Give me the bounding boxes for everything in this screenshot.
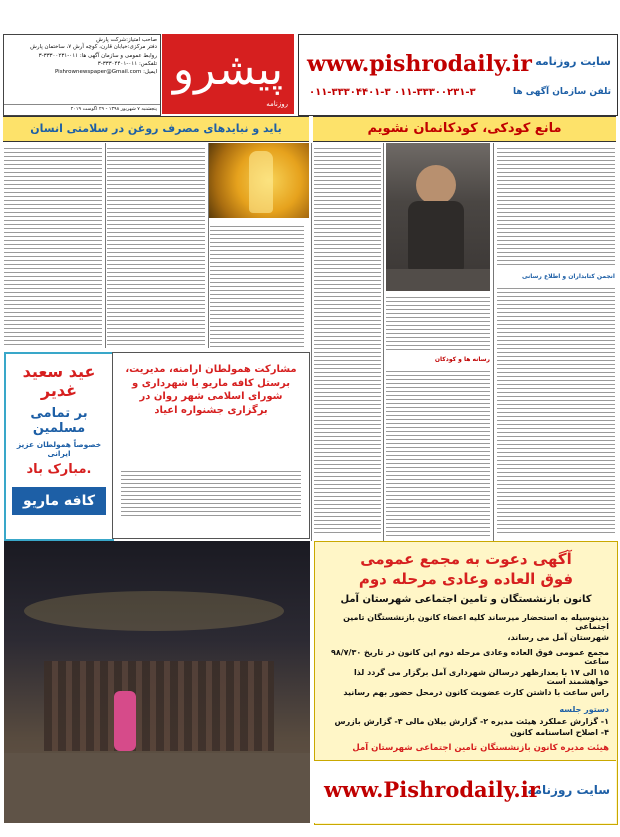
notice-body3: مجمع عمومی فوق العاده وعادی مرحله دوم این کانون در تاریخ ۹۸/۷/۳۰ ساعت (330, 648, 609, 666)
header-info-line4: تلفکس: ۰۱۱-۳۳۳۰۴۴۰۱-۳ (97, 60, 157, 67)
header-info-line1: صاحب امتیاز:شرکت پارش (96, 37, 157, 43)
right-headline: مانع کودکی، کودکانمان نشویم (367, 121, 562, 136)
notice-agenda1: ۱- گزارش عملکرد هیئت مدیره ۲- گزارش بیلان مالی ۳- گزارش بازرس (334, 717, 609, 726)
left-ad (4, 352, 114, 541)
middle-column-text (386, 294, 490, 540)
masthead-title: پیشرو (172, 44, 284, 95)
rule-right-1 (493, 143, 494, 541)
masthead-prefix: روزنامه (266, 100, 288, 108)
middle-text-block-2 (386, 368, 490, 540)
ad-company: کافه ماریو (12, 487, 106, 515)
ad-line4: مبارک باد. (26, 462, 92, 477)
notice-agenda-title: دستور جلسه (559, 705, 609, 714)
masthead-logo (162, 34, 294, 114)
right-text-block-2 (497, 285, 615, 540)
header-info-line5: ایمیل: Pishrownewspaper@Gmail.com (54, 69, 157, 76)
left-article-text (4, 145, 304, 350)
header-info-box (3, 34, 161, 116)
ad-line1: عید سعید غدیر (22, 362, 96, 400)
rule-center (311, 143, 312, 541)
ad-phone-label: تلفن سازمان آگهی ها (512, 87, 611, 97)
rule-left-1 (105, 143, 106, 348)
child-photo (386, 143, 490, 291)
rule-left-2 (208, 143, 209, 348)
inner-right-column-text (314, 145, 381, 540)
middle-ad-text: مشارکت همولطان ارامنه، مدیریت، برستل کافه ماریو با شهرداری و شورای اسلامی شهر روان در برگزاری جشنواره اعیاد (125, 364, 297, 416)
middle-ad-body (121, 468, 301, 528)
notice-body4: ۱۵ الی ۱۷ با بعدازظهر درسالن شهرداری آمل برگزار می گردد لذا خواهشمند است (353, 668, 609, 686)
left-text-col-3 (210, 223, 304, 350)
notice-body5: راس ساعت با داشتن کارت عضویت کانون درمحل حضور بهم رسانید (343, 688, 609, 697)
left-text-col-1 (4, 145, 102, 350)
right-text-block-1 (497, 145, 615, 270)
right-headline-bar (313, 116, 616, 142)
event-photo (4, 541, 310, 823)
middle-text-block-1 (386, 294, 490, 354)
notice-body2: شهرستان آمل می رساند، (507, 633, 609, 642)
notice-title2: فوق العاده وعادی مرحله دوم (358, 570, 574, 588)
header-website-box (298, 34, 618, 116)
header-website: www.pishrodaily.ir (307, 51, 532, 77)
left-headline-bar (3, 116, 309, 142)
notice-title1: آگهی دعوت به مجمع عمومی (360, 550, 572, 568)
notice-signature: هیئت مدیره کانون بازنشستگان تامین اجتماعی شهرستان آمل (352, 743, 609, 753)
header-phones: ۰۱۱-۳۳۳۰۴۴۰۱-۳ ۰۱۱-۳۳۳۰۰۲۳۱-۳ (309, 87, 476, 98)
inner-right-text (314, 145, 381, 540)
middle-ad (112, 352, 310, 539)
header-info-line2: دفتر مرکزی:خیابان قارن، کوچه آرش ۷، ساختمان پارش (30, 44, 157, 51)
ad-line3: خصوصاً همولطان عزیز ایرانی (16, 440, 102, 458)
left-text-col-2 (107, 145, 205, 350)
ad-line2: بر تمامی مسلمین (30, 406, 88, 436)
right-column-text (497, 145, 615, 540)
right-subhead: انجمن کتابداران و اطلاع رسانی (521, 273, 615, 280)
footer-website: www.Pishrodaily.ir (324, 777, 540, 802)
footer-label: سایت روزنامه (527, 783, 610, 797)
notice-title3: کانون بازنشستگان و تامین اجتماعی شهرستان آمل (340, 594, 592, 605)
header-info-line3: روابط عمومی و سازمان آگهی ها: ۰۱۱-۳۳۳۰۰۲۳۱-۳ (38, 52, 157, 59)
middle-subhead: رسانه ها و کودکان (434, 356, 490, 363)
left-headline: باید و نبایدهای مصرف روغن در سلامتی انسان (30, 122, 282, 135)
rule-right-2 (383, 143, 384, 541)
header-date-line: پنجشنبه ۷ شهریور ۱۳۹۸ - ۲۹ اگوست ۲۰۱۹ (4, 104, 160, 115)
website-label: سایت روزنامه (535, 55, 611, 68)
notice-body1: بدینوسیله به استحضار میرساند کلیه اعضاء کانون بازنشستگان تامین اجتماعی (343, 613, 609, 631)
footer-bar (314, 760, 616, 823)
notice-agenda2: ۴- اصلاح اساسنامه کانون (510, 728, 609, 737)
